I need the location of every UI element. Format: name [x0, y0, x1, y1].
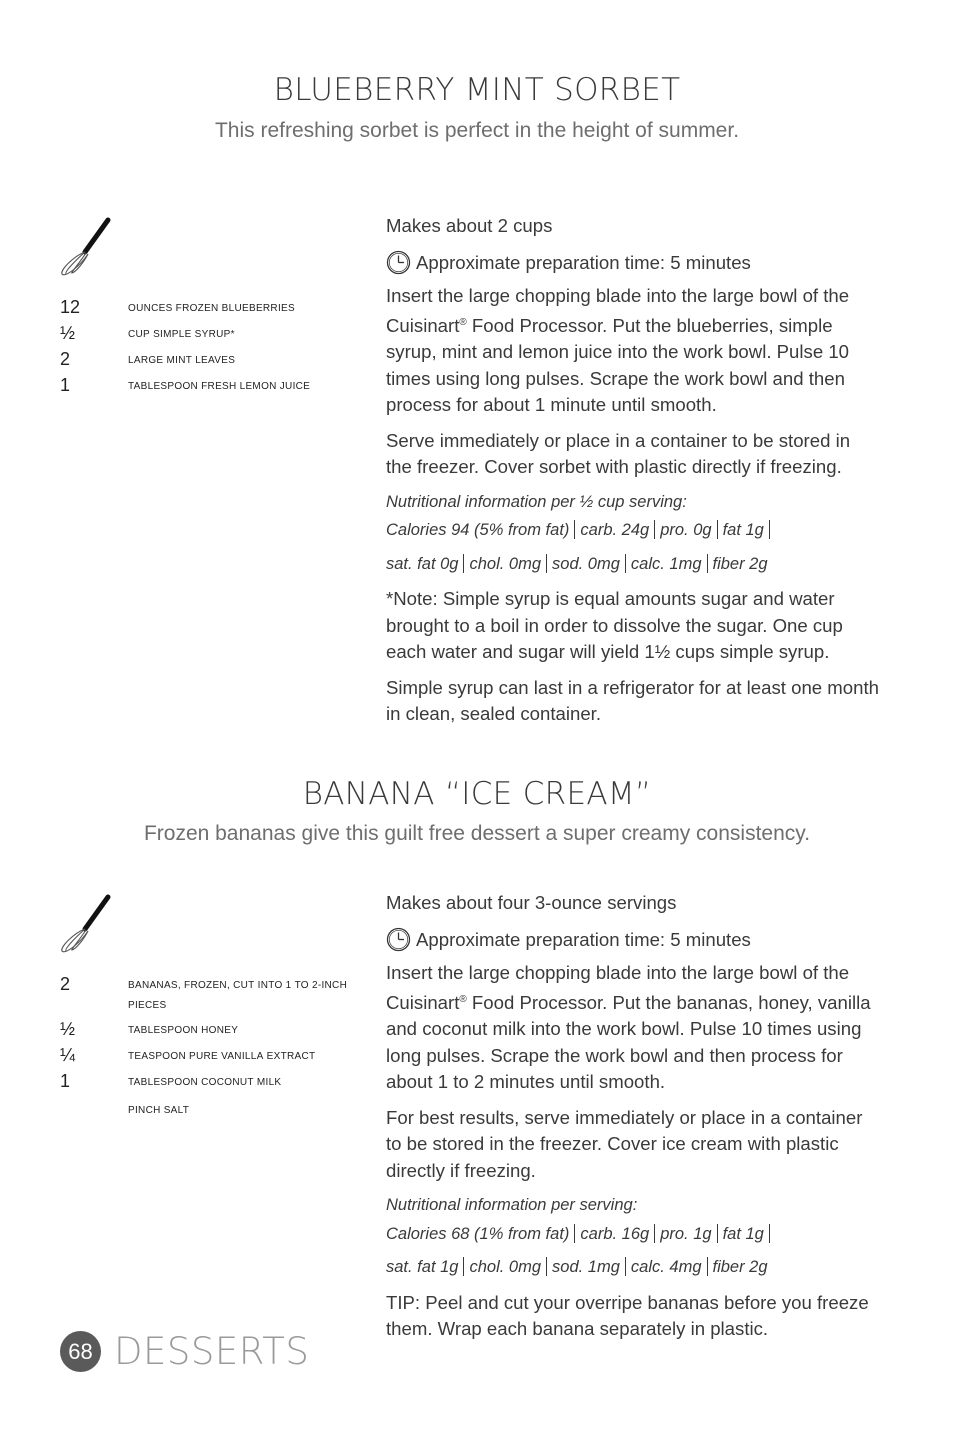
whisk-icon — [56, 893, 116, 955]
section-title: DESSERTS — [114, 1330, 310, 1373]
nutrition-info: Nutritional information per serving: Calories 68 (1% from fat) carb. 16g pro. 1g fat 1g sat. fat 1g chol. 0mg sod. 1mg calc. 4mg fiber 2g — [386, 1193, 880, 1280]
page-number-badge: 68 — [60, 1331, 101, 1372]
nutrition-info: Nutritional information per ½ cup serving: Calories 94 (5% from fat) carb. 24g pro. 0g fat 1g sat. fat 0g chol. 0mg sod. 0mg calc. 1mg fiber 2g — [386, 490, 880, 577]
method-banana — [386, 890, 880, 1352]
method-blueberry — [386, 213, 880, 737]
recipe-title-banana: BANANA “ICE CREAM” — [302, 776, 652, 812]
recipe-title-blueberry: BLUEBERRY MINT SORBET — [273, 72, 681, 108]
prep-time: Approximate preparation time: 5 minutes — [386, 250, 880, 277]
nutrition-line: sat. fat 1g chol. 0mg sod. 1mg calc. 4mg fiber 2g — [386, 1258, 768, 1277]
ingredient-item: pinch salt — [128, 1101, 190, 1117]
ingredient-item: ½ tablespoon honey — [60, 1019, 239, 1039]
recipe-tip: TIP: Peel and cut your overripe bananas before you freeze them. Wrap each banana separately in plastic. — [386, 1291, 869, 1340]
clock-icon — [386, 927, 411, 952]
whisk-icon — [56, 216, 116, 278]
recipe-yield: Makes about 2 cups — [386, 215, 553, 236]
nutrition-line: sat. fat 0g chol. 0mg sod. 0mg calc. 1mg fiber 2g — [386, 554, 768, 573]
ingredient-list-banana — [60, 973, 360, 1119]
ingredient-item: 2 bananas, frozen, cut into 1 to 2-inch pieces — [60, 974, 348, 1012]
method-step: For best results, serve immediately or place in a container to be stored in the freezer. Cover ice cream with plastic directly if freezing. — [386, 1106, 863, 1181]
method-step: Insert the large chopping blade into the large bowl of the Cuisinart® Food Processor. Put the bananas, honey, vanilla and coconut milk into the work bowl. Pulse 10 times using long pulses. Scrape the work bowl and then process for about 1 to 2 minutes until smooth. — [386, 962, 871, 1093]
recipe-note: *Note: Simple syrup is equal amounts sugar and water brought to a boil in order to dissolve the sugar. One cup each water and sugar will yield 1½ cups simple syrup. — [386, 588, 843, 663]
ingredient-item: 2 large mint leaves — [60, 349, 236, 369]
recipe-subtitle-banana: Frozen bananas give this guilt free dessert a super creamy consistency. — [143, 822, 811, 845]
nutrition-line: Calories 94 (5% from fat) carb. 24g pro. 0g fat 1g — [386, 518, 880, 543]
ingredient-list-blueberry — [60, 296, 360, 396]
ingredient-item: 1 tablespoon coconut milk — [60, 1071, 282, 1091]
recipe-note: Simple syrup can last in a refrigerator for at least one month in clean, sealed container. — [386, 676, 879, 725]
ingredient-item: ¼ teaspoon pure vanilla extract — [60, 1045, 316, 1065]
recipe-subtitle-blueberry: This refreshing sorbet is perfect in the height of summer. — [214, 119, 740, 142]
recipe-yield: Makes about four 3-ounce servings — [386, 892, 677, 913]
prep-time: Approximate preparation time: 5 minutes — [386, 927, 880, 954]
page-footer — [60, 1331, 309, 1372]
clock-icon — [386, 250, 411, 275]
nutrition-line: Calories 68 (1% from fat) carb. 16g pro. 1g fat 1g — [386, 1222, 880, 1247]
ingredient-item: 1 tablespoon fresh lemon juice — [60, 375, 311, 395]
ingredient-item: 12 ounces frozen blueberries — [60, 297, 295, 317]
method-step: Serve immediately or place in a container to be stored in the freezer. Cover sorbet with plastic directly if freezing. — [386, 429, 851, 478]
method-step: Insert the large chopping blade into the large bowl of the Cuisinart® Food Processor. Put the blueberries, simple syrup, mint and lemon juice into the work bowl. Pulse 10 times using long pulses. Scrape the work bowl and then process for about 1 minute until smooth. — [386, 285, 850, 416]
ingredient-item: ½ cup simple syrup* — [60, 323, 235, 343]
